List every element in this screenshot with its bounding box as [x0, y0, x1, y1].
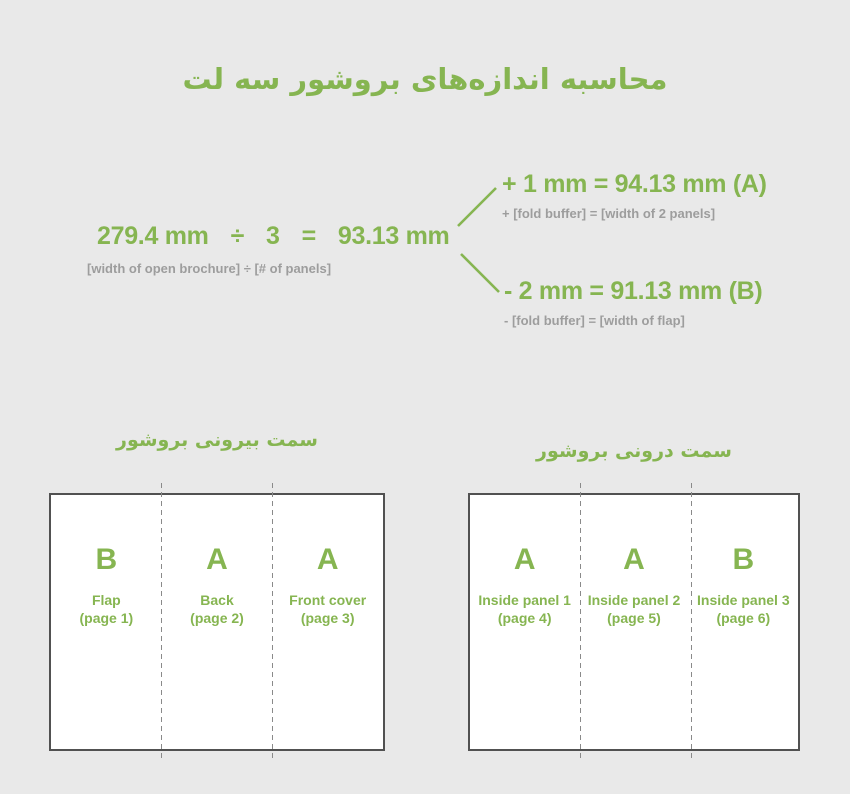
branch-a-caption: + [fold buffer] = [width of 2 panels] — [502, 206, 716, 221]
branch-b-caption: - [fold buffer] = [width of flap] — [504, 313, 685, 328]
panel-label: Flap — [91, 592, 121, 608]
panel-label: Front cover — [289, 592, 367, 608]
branch-b — [504, 277, 762, 328]
equals-sign: = — [301, 222, 316, 250]
panel-flap — [51, 495, 162, 749]
panel-size-letter: A — [316, 543, 339, 576]
panel-size-letter: B — [95, 543, 118, 576]
formula-divisor: 3 — [266, 222, 280, 250]
panel-label: Inside panel 2 — [587, 592, 681, 608]
panel-back — [162, 495, 273, 749]
main-formula — [97, 222, 450, 251]
panel-page: (page 3) — [300, 609, 355, 626]
panel-page: (page 5) — [607, 609, 661, 626]
connector-line-down — [461, 254, 499, 292]
panel-size-letter: A — [513, 543, 536, 576]
panel-inside-1 — [470, 495, 579, 749]
connector-line-up — [458, 188, 496, 226]
panel-inside-3 — [689, 495, 798, 749]
outside-diagram-heading: سمت بیرونی بروشور — [116, 429, 318, 451]
panel-label: Inside panel 1 — [478, 592, 571, 608]
divide-sign: ÷ — [230, 222, 244, 250]
branch-a — [502, 170, 767, 221]
panel-inside-2 — [579, 495, 688, 749]
panel-page: (page 6) — [716, 609, 771, 626]
branch-a-result: + 1 mm = 94.13 mm (A) — [502, 170, 767, 198]
panel-size-letter: A — [623, 543, 645, 576]
panel-size-letter: B — [732, 543, 755, 576]
panel-page: (page 2) — [190, 609, 244, 626]
branch-b-result: - 2 mm = 91.13 mm (B) — [504, 277, 763, 305]
panel-front-cover — [272, 495, 383, 749]
panel-label: Back — [200, 592, 234, 608]
inside-diagram-heading: سمت درونی بروشور — [536, 440, 732, 462]
branch-connector-lines — [448, 178, 510, 300]
formula-left-operand: 279.4 mm — [97, 222, 209, 250]
inside-panels — [470, 495, 798, 749]
panel-page: (page 1) — [79, 609, 134, 626]
inside-brochure-sheet — [468, 493, 800, 751]
panel-size-letter: A — [206, 543, 228, 576]
formula-caption: [width of open brochure] ÷ [# of panels] — [87, 261, 332, 276]
page-title: محاسبه اندازه‌های بروشور سه لت — [182, 62, 668, 96]
outside-panels — [51, 495, 383, 749]
outside-brochure-sheet — [49, 493, 385, 751]
formula-result: 93.13 mm — [337, 222, 450, 250]
panel-label: Inside panel 3 — [697, 592, 790, 608]
panel-page: (page 4) — [497, 609, 552, 626]
